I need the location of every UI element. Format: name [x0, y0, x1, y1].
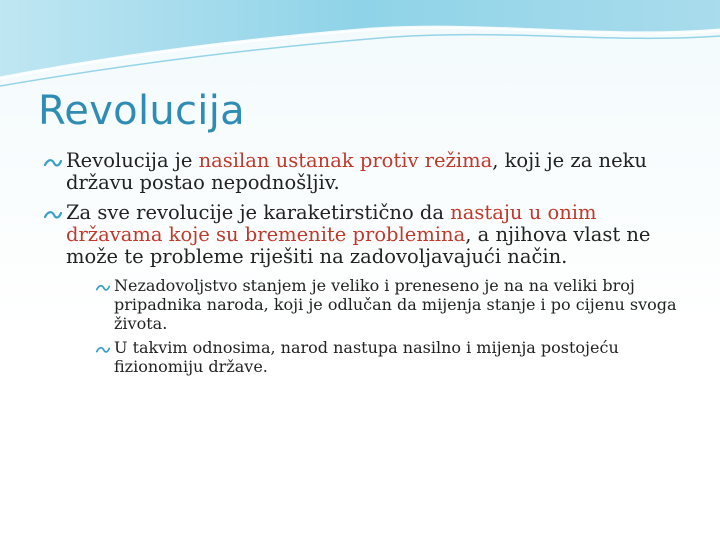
bullet-text: Za sve revolucije je karaketirstično da: [66, 201, 451, 224]
sub-bullet-text: U takvim odnosima, narod nastupa nasilno i mijenja postojeću fizionomiju države.: [114, 338, 619, 376]
header-wave-banner: [0, 0, 720, 90]
slide-title: Revolucija: [38, 88, 245, 134]
bullet-text: Revolucija je: [66, 149, 199, 172]
bullet-item: [44, 150, 684, 194]
wave-bullet-icon: [44, 205, 62, 227]
bullet-highlight: nasilan ustanak protiv režima: [198, 149, 493, 172]
wave-bullet-icon: [96, 341, 110, 360]
sub-bullet-text: Nezadovoljstvo stanjem je veliko i preneseno je na na veliki broj pripadnika naroda, koji je odlučan da mijenja stanje i po cijenu svoga života.: [114, 276, 677, 333]
bullet-text: , koji je za neku državu postao nepodnošljiv.: [66, 149, 647, 194]
bullet-highlight: nastaju u onim državama koje su bremenite problemina: [66, 201, 597, 246]
sub-bullet-item: [96, 276, 694, 333]
bullet-text: , a njihova vlast ne može te probleme riješiti na zadovoljavajući način.: [66, 223, 651, 268]
wave-bullet-icon: [96, 279, 110, 298]
wave-bullet-icon: [44, 153, 62, 175]
bullet-item: [44, 202, 684, 268]
sub-bullet-item: [96, 338, 694, 376]
bullet-list: [44, 150, 684, 381]
